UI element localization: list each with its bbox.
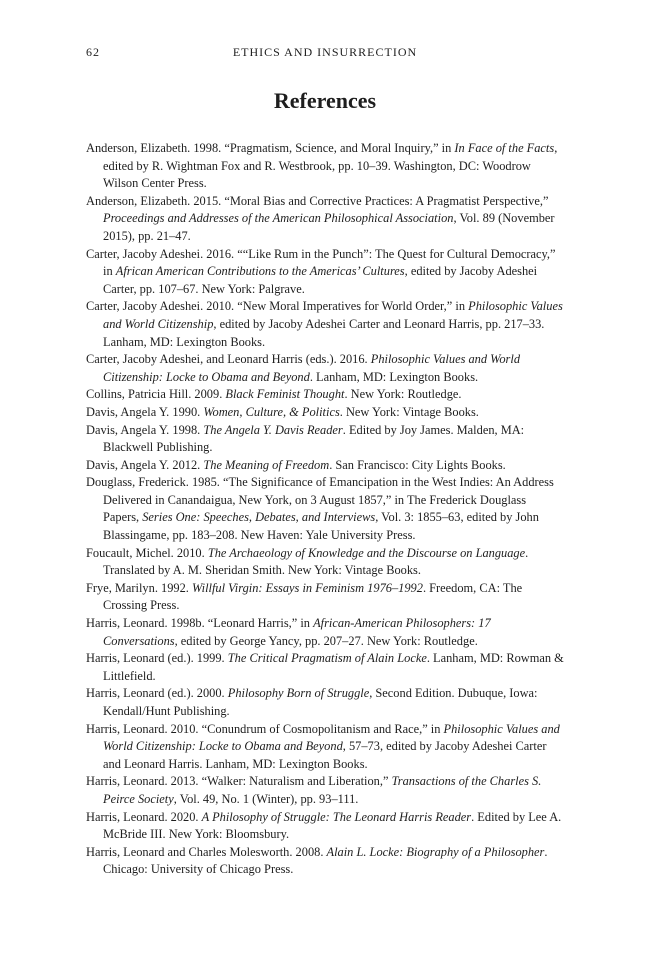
reference-italic-title: Proceedings and Addresses of the American Philosophical Association: [103, 211, 454, 226]
reference-text: . Edited by Lee A. McBride III. New York: Bloomsbury.: [103, 809, 562, 842]
reference-entry: [86, 580, 564, 615]
reference-text: Davis, Angela Y. 1990.: [86, 404, 204, 419]
reference-text: Collins, Patricia Hill. 2009.: [86, 387, 226, 402]
reference-text: Carter, Jacoby Adeshei. 2016. ““Like Rum in the Punch”: The Quest for Cultural Democracy,” in: [86, 246, 556, 279]
reference-entry: [86, 844, 564, 879]
reference-entry: [86, 246, 564, 299]
reference-text: Carter, Jacoby Adeshei, and Leonard Harris (eds.). 2016.: [86, 352, 371, 367]
reference-entry: [86, 457, 564, 475]
reference-italic-title: Philosophic Values and World Citizenship: [103, 299, 563, 331]
reference-text: Davis, Angela Y. 1998.: [86, 422, 204, 437]
reference-text: , Vol. 89 (November 2015), pp. 21–47.: [103, 211, 555, 243]
reference-entry: [86, 615, 564, 650]
reference-text: Harris, Leonard. 2020.: [86, 809, 202, 824]
reference-entry: [86, 721, 564, 774]
reference-text: Harris, Leonard. 1998b. “Leonard Harris,” in: [86, 616, 314, 631]
reference-text: Harris, Leonard. 2010. “Conundrum of Cosmopolitanism and Race,” in: [86, 721, 444, 736]
reference-text: , Second Edition. Dubuque, Iowa: Kendall/Hunt Publishing.: [103, 686, 538, 718]
reference-text: , 57–73, edited by Jacoby Adeshei Carter and Leonard Harris. Lanham, MD: Lexington Books.: [103, 739, 547, 771]
reference-text: Harris, Leonard. 2013. “Walker: Naturalism and Liberation,”: [86, 774, 392, 789]
reference-text: . New York: Vintage Books.: [339, 404, 479, 419]
reference-text: , edited by George Yancy, pp. 207–27. New York: Routledge.: [174, 633, 478, 648]
reference-text: , Vol. 3: 1855–63, edited by John Blassingame, pp. 183–208. New Haven: Yale University Press.: [103, 510, 539, 543]
reference-entry: [86, 386, 564, 404]
reference-text: Frye, Marilyn. 1992.: [86, 580, 192, 595]
reference-text: , Vol. 49, No. 1 (Winter), pp. 93–111.: [173, 791, 359, 806]
reference-text: . Freedom, CA: The Crossing Press.: [103, 580, 523, 613]
reference-italic-title: Black Feminist Thought: [225, 387, 345, 402]
reference-text: . Lanham, MD: Rowman & Littlefield.: [103, 651, 564, 683]
reference-italic-title: In Face of the Facts: [454, 141, 555, 155]
reference-text: , edited by R. Wightman Fox and R. Westbrook, pp. 10–39. Washington, DC: Woodrow Wilson Center Press.: [103, 141, 558, 191]
reference-italic-title: Transactions of the Charles S. Peirce Society: [103, 774, 542, 806]
reference-italic-title: The Critical Pragmatism of Alain Locke: [227, 651, 427, 666]
reference-italic-title: The Angela Y. Davis Reader: [203, 422, 343, 437]
reference-text: Foucault, Michel. 2010.: [86, 545, 208, 560]
reference-italic-title: Series One: Speeches, Debates, and Interviews: [142, 510, 376, 525]
reference-text: . Chicago: University of Chicago Press.: [103, 844, 548, 877]
reference-text: Harris, Leonard (ed.). 2000.: [86, 686, 228, 701]
reference-entry: [86, 545, 564, 580]
reference-italic-title: The Archaeology of Knowledge and the Discourse on Language: [207, 545, 526, 560]
reference-text: Davis, Angela Y. 2012.: [86, 457, 204, 472]
reference-italic-title: Philosophic Values and World Citizenship: Locke to Obama and Beyond: [103, 721, 560, 754]
reference-text: Harris, Leonard and Charles Molesworth. 2008.: [86, 844, 327, 859]
reference-italic-title: Philosophy Born of Struggle: [227, 686, 370, 701]
reference-entry: [86, 351, 564, 386]
reference-text: . Edited by Joy James. Malden, MA: Blackwell Publishing.: [103, 422, 525, 455]
reference-italic-title: The Meaning of Freedom: [203, 457, 330, 472]
reference-text: . Lanham, MD: Lexington Books.: [309, 369, 479, 384]
reference-text: Harris, Leonard (ed.). 1999.: [86, 651, 228, 666]
reference-entry: [86, 140, 564, 193]
page-header: [86, 45, 564, 63]
reference-italic-title: African American Contributions to the Americas’ Cultures: [115, 264, 405, 279]
reference-entry: [86, 773, 564, 808]
reference-text: . New York: Routledge.: [344, 387, 462, 402]
reference-italic-title: A Philosophy of Struggle: The Leonard Harris Reader: [201, 809, 472, 824]
reference-text: , edited by Jacoby Adeshei Carter and Leonard Harris, pp. 217–33. Lanham, MD: Lexington Books.: [103, 316, 545, 349]
reference-entry: [86, 650, 564, 685]
reference-italic-title: Willful Virgin: Essays in Feminism 1976–1992: [192, 580, 423, 595]
reference-entry: [86, 685, 564, 720]
page-number: 62: [86, 45, 100, 59]
reference-text: Anderson, Elizabeth. 1998. “Pragmatism, Science, and Moral Inquiry,” in: [86, 141, 455, 155]
reference-text: Douglass, Frederick. 1985. “The Significance of Emancipation in the West Indies: An Address Delivered in Canandaigua, New York, on 3 August 1857,” in The Frederick Douglass Papers,: [86, 475, 554, 525]
reference-list: [86, 140, 564, 879]
reference-text: , edited by Jacoby Adeshei Carter, pp. 107–67. New York: Palgrave.: [103, 264, 538, 296]
reference-italic-title: African-American Philosophers: 17 Conversations: [103, 616, 491, 648]
reference-italic-title: Alain L. Locke: Biography of a Philosopher: [326, 844, 545, 859]
reference-italic-title: Women, Culture, & Politics: [203, 404, 340, 419]
reference-entry: [86, 474, 564, 544]
reference-entry: [86, 809, 564, 844]
reference-entry: [86, 193, 564, 246]
reference-entry: [86, 422, 564, 457]
section-title: References: [273, 88, 377, 113]
reference-entry: [86, 298, 564, 351]
reference-text: . San Francisco: City Lights Books.: [329, 457, 506, 472]
reference-text: Anderson, Elizabeth. 2015. “Moral Bias and Corrective Practices: A Pragmatist Perspective,”: [86, 193, 549, 208]
reference-entry: [86, 404, 564, 422]
running-head: ETHICS AND INSURRECTION: [232, 45, 418, 59]
reference-text: . Translated by A. M. Sheridan Smith. New York: Vintage Books.: [103, 545, 529, 578]
reference-italic-title: Philosophic Values and World Citizenship: Locke to Obama and Beyond: [103, 352, 521, 384]
reference-text: Carter, Jacoby Adeshei. 2010. “New Moral Imperatives for World Order,” in: [86, 299, 469, 314]
